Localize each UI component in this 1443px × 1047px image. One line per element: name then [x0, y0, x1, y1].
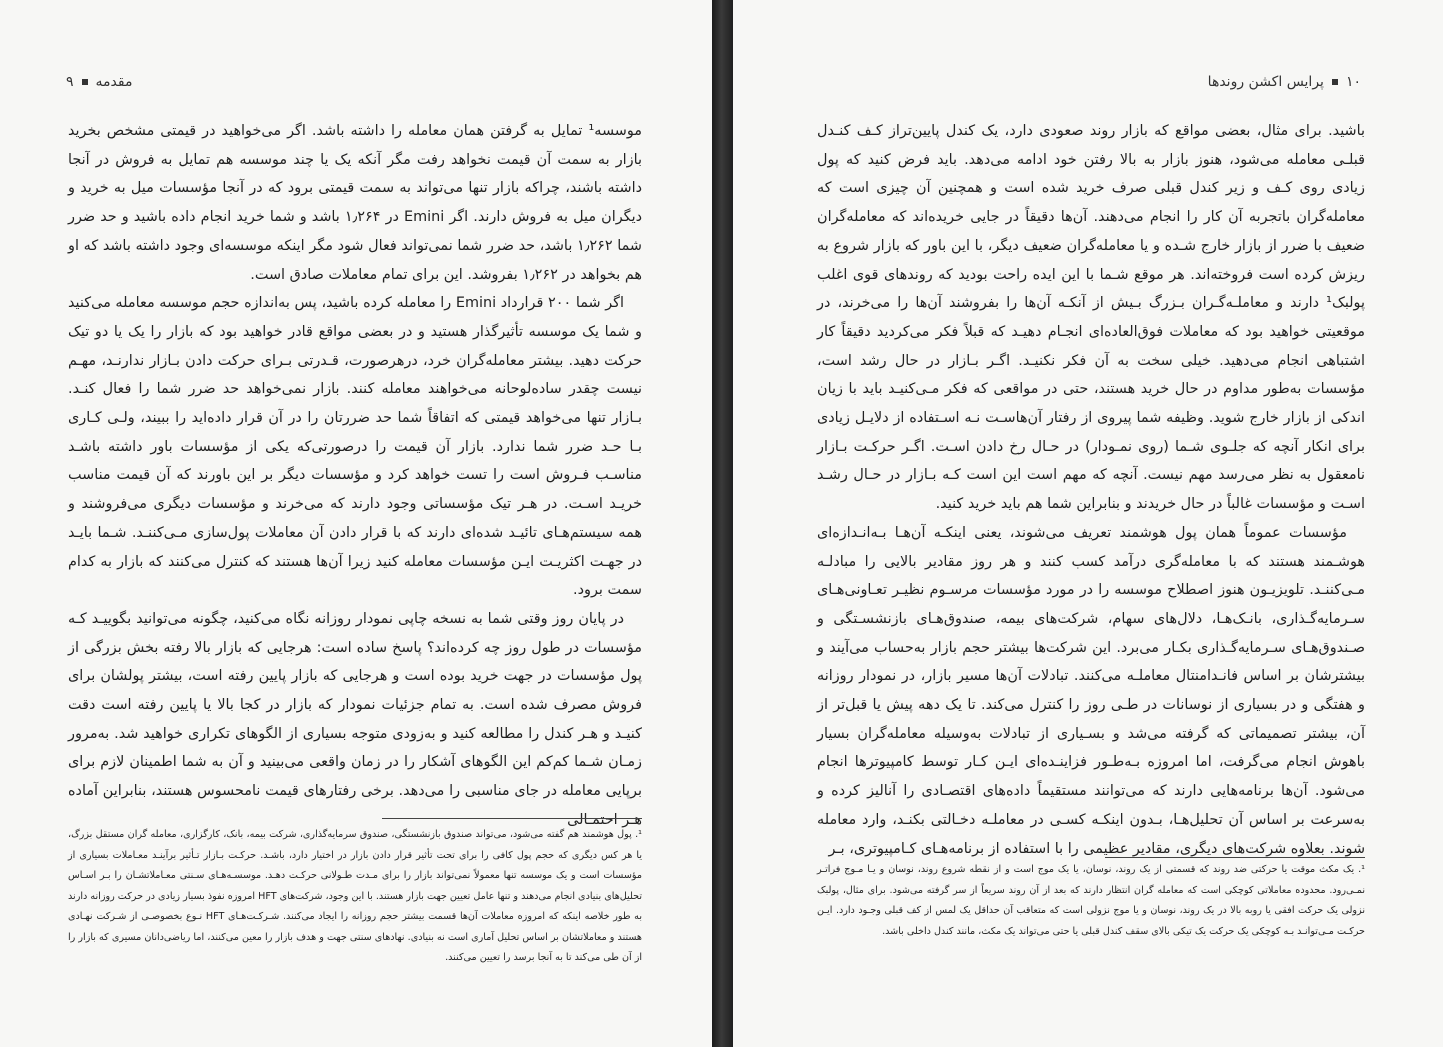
left-chapter-title: مقدمه — [95, 74, 133, 90]
right-page-number: ۱۰ — [1345, 74, 1361, 90]
left-paragraph-1: موسسه¹ تمایل به گرفتن همان معامله را داشته باشد. اگر می‌خواهید در قیمتی مشخص بخرید بازار به سمت آن قیمت نخواهد رفت مگر آنکه یک یا چند موسسه هم تمایل به فروش در آنجا داشته باشند، چراکه بازار تنها می‌تواند به سمت قیمتی برود که در آنجا مؤسسات میل به خرید و دیگران میل به فروش دارند. اگر Emini در ۱٫۲۶۴ باشد و شما خرید انجام داده باشید و حد ضرر شما ۱٫۲۶۲ باشد، حد ضرر شما نمی‌تواند فعال شود مگر اینکه موسسه‌ای وجود داشته باشد که او هم بخواهد در ۱٫۲۶۲ بفروشد. این برای تمام معاملات صادق است. — [68, 123, 642, 283]
book-gutter — [712, 0, 733, 1047]
left-body-text — [68, 117, 642, 835]
right-footnote-1: ¹. یک مکث موقت یا حرکتی ضد روند که قسمتی از یک روند، نوسان، یا یک موج است و از نقطه شروع روند، نوسان و یـا مـوج فراتـر نمـی‌رود. محدوده معاملاتی کوچکی است که معامله گران انتظار دارند که بعد از آن روند سریعاً از سر گرفته می‌شود. برای مثال، پولبک نزولی یک حرکت افقی یا روبه بالا در یک روند، نوسان و یا موج نزولی است که متعاقب آن حداقل یک لمس از کف قبلی وجـود دارد. ایـن حرکـت مـی‌توانـد بـه کوچکی یک حرکت یک تیکی بالای سقف کندل قبلی یا حتی می‌تواند یک مکث، مانند کندل داخلی باشد. — [817, 864, 1365, 937]
left-footnote-1: ¹. پول هوشمند هم گفته می‌شود، می‌تواند صندوق بازنشستگی، صندوق سرمایه‌گذاری، شرکت بیمه، بانک، کارگزاری، معامله گران مستقل بزرگ، یا هر کس دیگری که حجم پول کافی را برای تحت تأثیر قرار دادن بازار در اختیار دارد، باشـد. حرکـت بـازار تـأثیر برآینـد معـاملات بسیاری از مؤسسات است و یک موسسه تنها معمولاً نمی‌تواند بازار را برای مـدت طـولانی حرکـت دهـد. موسسـه‌هـای سـنتی معـاملاتشـان را بـر اسـاس تحلیل‌های بنیادی انجام می‌دهند و تنها عامل تعیین جهت بازار هستند. با این وجود، شرکت‌های HFT امروزه نفوذ بسیار زیادی در حرکت روزانه دارند به طور خلاصه اینکه که امروزه معاملات آن‌ها قسمت بیشتر حجم روزانه را ایجاد می‌کنند. شـرکـت‌هـای HFT نـوع بخصوصـی از شـرکت نهـادی هستند و معاملاتشان بر اساس تحلیل آماری است نه بنیادی. نهادهای سنتی جهت و هدف بازار را معین می‌کنند، اما ریاضی‌دانان مسیری که بازار را از آن طی می‌کند تا به آنجا برسد را تعیین می‌کنند. — [68, 829, 642, 963]
right-footnotes — [817, 860, 1365, 942]
right-book-title: پرایس اکشن روندها — [1207, 74, 1324, 90]
left-paragraph-2: اگر شما ۲۰۰ قرارداد Emini را معامله کرده باشید، پس به‌اندازه حجم موسسه معامله می‌کنید و شما یک موسسه تأثیرگذار هستید و در بعضی مواقع قادر خواهید بود که بازار را یک یا دو تیک حرکت دهید. بیشتر معامله‌گران خرد، درهرصورت، قـدرتی بـرای حرکت دادن بـازار ندارنـد، مهـم نیست چقدر ساده‌لوحانه می‌خواهند معامله کنند. بازار نمی‌خواهد حد ضرر شما را فعال کنـد. بـازار تنها می‌خواهد قیمتی که اتفاقاً شما حد ضررتان را در آن قرار داده‌اید را ببیند، ولـی کـاری بـا حـد ضرر شما ندارد. بازار آن قیمت را درصورتی‌که یکی از مؤسسات باور داشته باشـد مناسـب فـروش است را تست خواهد کرد و مؤسسات دیگر بر این باورند که آن قیمت مناسب خریـد اسـت. در هـر تیک مؤسساتی وجود دارند که می‌خرند و مؤسسات دیگری می‌فروشند و همه سیستم‌هـای تائیـد شده‌ای دارند که با قرار دادن آن معاملات پول‌سازی مـی‌کننـد. شـما بایـد در جهـت اکثریـت ایـن مؤسسات معامله کنید زیرا آن‌ها هستند که کنترل می‌کنند که بازار به کدام سمت برود. — [68, 295, 642, 599]
right-paragraph-1: باشید. برای مثال، بعضی مواقع که بازار روند صعودی دارد، یک کندل پایین‌تراز کـف کنـدل قبلـی معامله می‌شود، هنوز بازار به بالا رفتن خود ادامه می‌دهد. باید فرض کنید که پول زیادی روی کـف و زیر کندل قبلی صرف خرید شده است و همچنین آن چیزی است که معامله‌گران باتجربه آن کار را انجام می‌دهند. آن‌ها دقیقاً در جایی خریده‌اند که معامله‌گران ضعیف با ضرر از بازار خارج شـده و یا معامله‌گران ضعیف دیگر، با این باور که بازار شروع به ریزش کرده است فروخته‌اند. هر موقع شـما با این ایده راحت بودید که روندهای قوی اغلب پولبک¹ دارند و معاملـه‌گـران بـزرگ بـیش از آنکـه آن‌ها را بفروشند آن‌ها را می‌خرند، در موقعیتی خواهید بود که معاملات فوق‌العاده‌ای انجـام دهیـد که قبلاً فکر می‌کردید دقیقاً کار اشتباهی انجام می‌دهید. خیلی سخت به آن فکر نکنیـد. اگـر بـازار در حال رشد است، مؤسسات به‌طور مداوم در حال خرید هستند، حتی در مواقعی که فکر مـی‌کنیـد باید با زیان اندکی از بازار خارج شوید. وظیفه شما پیروی از رفتار آن‌هاسـت نـه اسـتفاده از دلایـل زیادی برای انکار آنچه که جلـوی شـما (روی نمـودار) در حـال رخ دادن اسـت. اگـر حرکـت بـازار نامعقول به نظر می‌رسد مهم نیست. آنچه که مهم است این است کـه بـازار در حـال رشـد اسـت و مؤسسات غالباً در حال خریدند و بنابراین شما هم باید خرید کنید. — [817, 123, 1365, 513]
right-body-text — [817, 117, 1365, 863]
left-paragraph-3: در پایان روز وقتی شما به نسخه چاپی نمودار روزانه نگاه می‌کنید، چگونه می‌توانید بگوییـد کـه مؤسسات در طول روز چه کرده‌اند؟ پاسخ ساده است: هرجایی که بازار بالا رفته بخش بزرگی از پول مؤسسات در جهت خرید بوده است و هرجایی که بازار پایین رفته است، بیشتر پولشان برای فروش مصرف شده است. به تمام جزئیات نمودار که بازار در کجا بالا یا پایین رفته است دقت کنیـد و هـر کندل را مطالعه کنید و به‌زودی متوجه بسیاری از الگوهای تکراری خواهید شد. به‌مرور زمـان شـما کم‌کم این الگوهای آشکار را در زمان واقعی می‌بینید و آن به شما اطمینان لازم برای برپایی معامله در جای مناسبی را می‌دهد. برخی رفتارهای قیمت نامحسوس هستند، بنابراین آماده هـر احتمـالی — [68, 610, 642, 828]
left-page — [0, 0, 712, 1047]
left-footnotes — [68, 825, 642, 969]
right-footnote-rule — [1105, 857, 1365, 858]
right-running-head — [1208, 74, 1361, 90]
right-page — [733, 0, 1443, 1047]
left-footnote-rule — [382, 818, 642, 819]
right-paragraph-2: مؤسسات عموماً همان پول هوشمند تعریف می‌شوند، یعنی اینکـه آن‌هـا بـه‌انـدازه‌ای هوشـمند هستند که با معامله‌گری درآمد کسب کنند و هر روز مقادیر بالایی را مبادلـه مـی‌کننـد. تلویزیـون هنوز اصطلاح موسسه را در مورد مؤسسات مرسـوم نظیـر تعـاونی‌هـای سـرمایه‌گـذاری، بانـک‌هـا، دلال‌های سهام، شرکت‌های بیمه، صندوق‌هـای بازنشسـتگی و صـندوق‌هـای سـرمایه‌گـذاری بکـار می‌برد. این شرکت‌ها بیشتر حجم بازار به‌حساب می‌آیند و بیشترشان بر اساس فانـدامنتال معاملـه می‌کنند. تبادلات آن‌ها مسیر بازار، در نمودار روزانه و هفتگی و در بسیاری از نوسانات در طـی روز را کنترل می‌کند. تا یک دهه پیش یا قبل‌تر از آن، بیشتر تصمیماتی که گرفته می‌شد و بسـیاری از تبادلات به‌وسیله معامله‌گران بسیار باهوش انجام می‌گرفت، اما امروزه بـه‌طـور فزاینـده‌ای ایـن کـار توسط کامپیوترها انجام می‌شود. آن‌ها برنامه‌هایی دارند که می‌توانند مستقیماً داده‌های اقتصـادی را آنالیز کرده و به‌سرعت بر اساس آن تحلیل‌هـا، بـدون اینکـه کسـی در معاملـه دخـالتی بکنـد، وارد معامله شوند. بعلاوه شرکت‌های دیگری، مقادیر عظیمی را با استفاده از برنامه‌هـای کـامپیوتری، بـر — [817, 524, 1365, 857]
square-bullet-icon — [1332, 79, 1338, 85]
square-bullet-icon — [82, 79, 88, 85]
left-page-number: ۹ — [66, 74, 74, 90]
left-running-head — [66, 74, 132, 90]
